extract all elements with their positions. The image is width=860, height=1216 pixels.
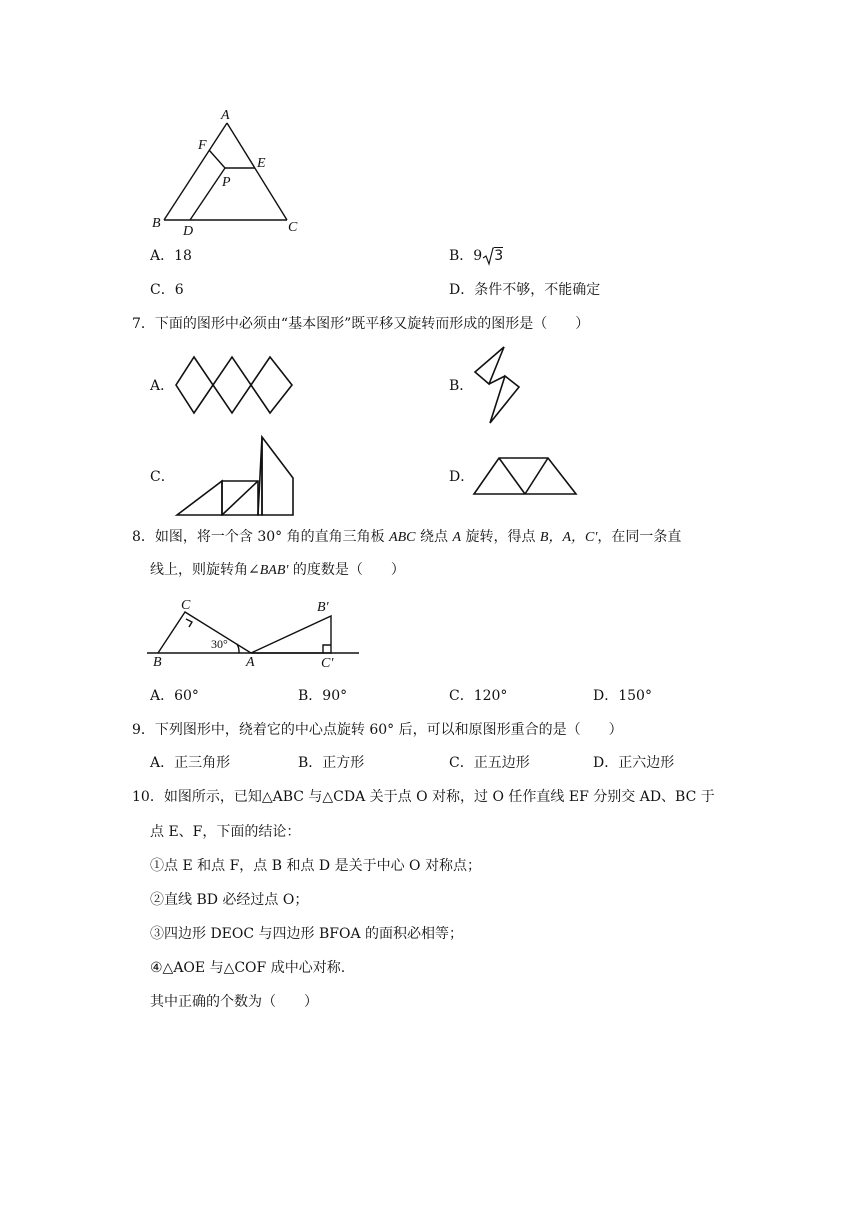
- q7-option-a-label[interactable]: A．: [150, 378, 175, 394]
- q10-question: 其中正确的个数为（ ）: [150, 994, 318, 1010]
- label-P: P: [222, 175, 231, 190]
- label-F: F: [198, 138, 207, 153]
- q9-option-d[interactable]: D．正六边形: [593, 755, 675, 771]
- q7-option-c-label[interactable]: C．: [150, 469, 175, 485]
- triangle-ab-c-prime: [251, 616, 331, 653]
- edge-AC: [227, 123, 287, 220]
- q8-text-1: 8．如图，将一个含 30° 角的直角三角板: [132, 529, 390, 545]
- triangle-abc: [158, 612, 251, 653]
- segment-PD: [190, 168, 225, 220]
- label-D: D: [183, 224, 194, 239]
- q8-points: B，A，C′: [539, 530, 598, 545]
- q6-option-b-prefix: B．9: [449, 248, 483, 264]
- q7-option-c-triangles: [172, 434, 300, 518]
- segment-FP: [209, 150, 225, 168]
- q7-option-b-bolt: [470, 344, 530, 426]
- fig8-label-B-prime: B′: [317, 600, 329, 615]
- edge-AB: [164, 123, 227, 220]
- q7-option-a-diamonds: [174, 354, 296, 416]
- q9-option-c[interactable]: C．正五边形: [449, 755, 530, 771]
- q8-option-a[interactable]: A．60°: [150, 688, 199, 704]
- q6-option-b[interactable]: [449, 246, 503, 266]
- q8-angle: BAB′: [259, 563, 289, 578]
- q8-stem-line1: [132, 527, 681, 548]
- q9-stem: 9．下列图形中，绕着它的中心点旋转 60° 后，可以和原图形重合的是（ ）: [132, 722, 623, 738]
- q8-figure: [145, 593, 365, 673]
- q8-text-4: ，在同一条直: [597, 529, 682, 545]
- label-B: B: [152, 216, 161, 231]
- fig8-label-C: C: [181, 598, 191, 613]
- q8-stem-line2: [150, 560, 405, 581]
- fig8-label-C-prime: C′: [321, 656, 334, 671]
- q6-option-b-radicand: 3: [494, 248, 504, 264]
- label-A: A: [221, 108, 230, 123]
- fig8-label-B: B: [153, 655, 162, 670]
- q6-triangle-figure: [145, 105, 305, 240]
- q8-text-2: 绕点: [415, 529, 453, 545]
- q6-option-c[interactable]: C．6: [150, 282, 184, 298]
- q8-text-5: 线上，则旋转角∠: [150, 562, 260, 578]
- q8-abc: ABC: [389, 530, 416, 545]
- q10-statement-4: ④△AOE 与△COF 成中心对称.: [150, 960, 346, 976]
- fig8-label-A: A: [246, 655, 255, 670]
- q8-option-b[interactable]: B．90°: [298, 688, 348, 704]
- q7-stem: 7．下面的图形中必须由“基本图形”既平移又旋转而形成的图形是（ ）: [132, 316, 590, 332]
- q9-option-b[interactable]: B．正方形: [298, 755, 365, 771]
- q6-option-d[interactable]: D．条件不够，不能确定: [449, 282, 601, 298]
- label-C: C: [288, 220, 298, 235]
- q10-statement-3: ③四边形 DEOC 与四边形 BFOA 的面积必相等；: [150, 926, 464, 942]
- sqrt-symbol: [482, 246, 494, 266]
- q10-stem-line1: 10．如图所示，已知△ABC 与△CDA 关于点 O 对称，过 O 任作直线 EF 分别交 AD、BC 于: [132, 789, 715, 805]
- q8-text-3: 旋转，得点: [461, 529, 540, 545]
- q7-option-d-label[interactable]: D．: [449, 469, 475, 485]
- q10-statement-1: ①点 E 和点 F，点 B 和点 D 是关于中心 O 对称点；: [150, 858, 481, 874]
- right-angle-mark-c-prime: [323, 645, 331, 653]
- q10-stem-line2: 点 E、F，下面的结论：: [150, 824, 301, 840]
- label-E: E: [257, 156, 266, 171]
- q8-option-c[interactable]: C．120°: [449, 688, 508, 704]
- right-angle-mark-c: [186, 619, 192, 627]
- q8-text-6: 的度数是（ ）: [288, 562, 405, 578]
- q7-option-d-trapezoid: [472, 455, 582, 497]
- q9-option-a[interactable]: A．正三角形: [150, 755, 231, 771]
- q8-option-d[interactable]: D．150°: [593, 688, 652, 704]
- q8-point-a: A: [452, 530, 461, 545]
- fig8-angle-label: 30°: [211, 637, 228, 651]
- q6-option-a[interactable]: A．18: [150, 248, 192, 264]
- q10-statement-2: ②直线 BD 必经过点 O；: [150, 892, 309, 908]
- q7-option-b-label[interactable]: B．: [449, 378, 474, 394]
